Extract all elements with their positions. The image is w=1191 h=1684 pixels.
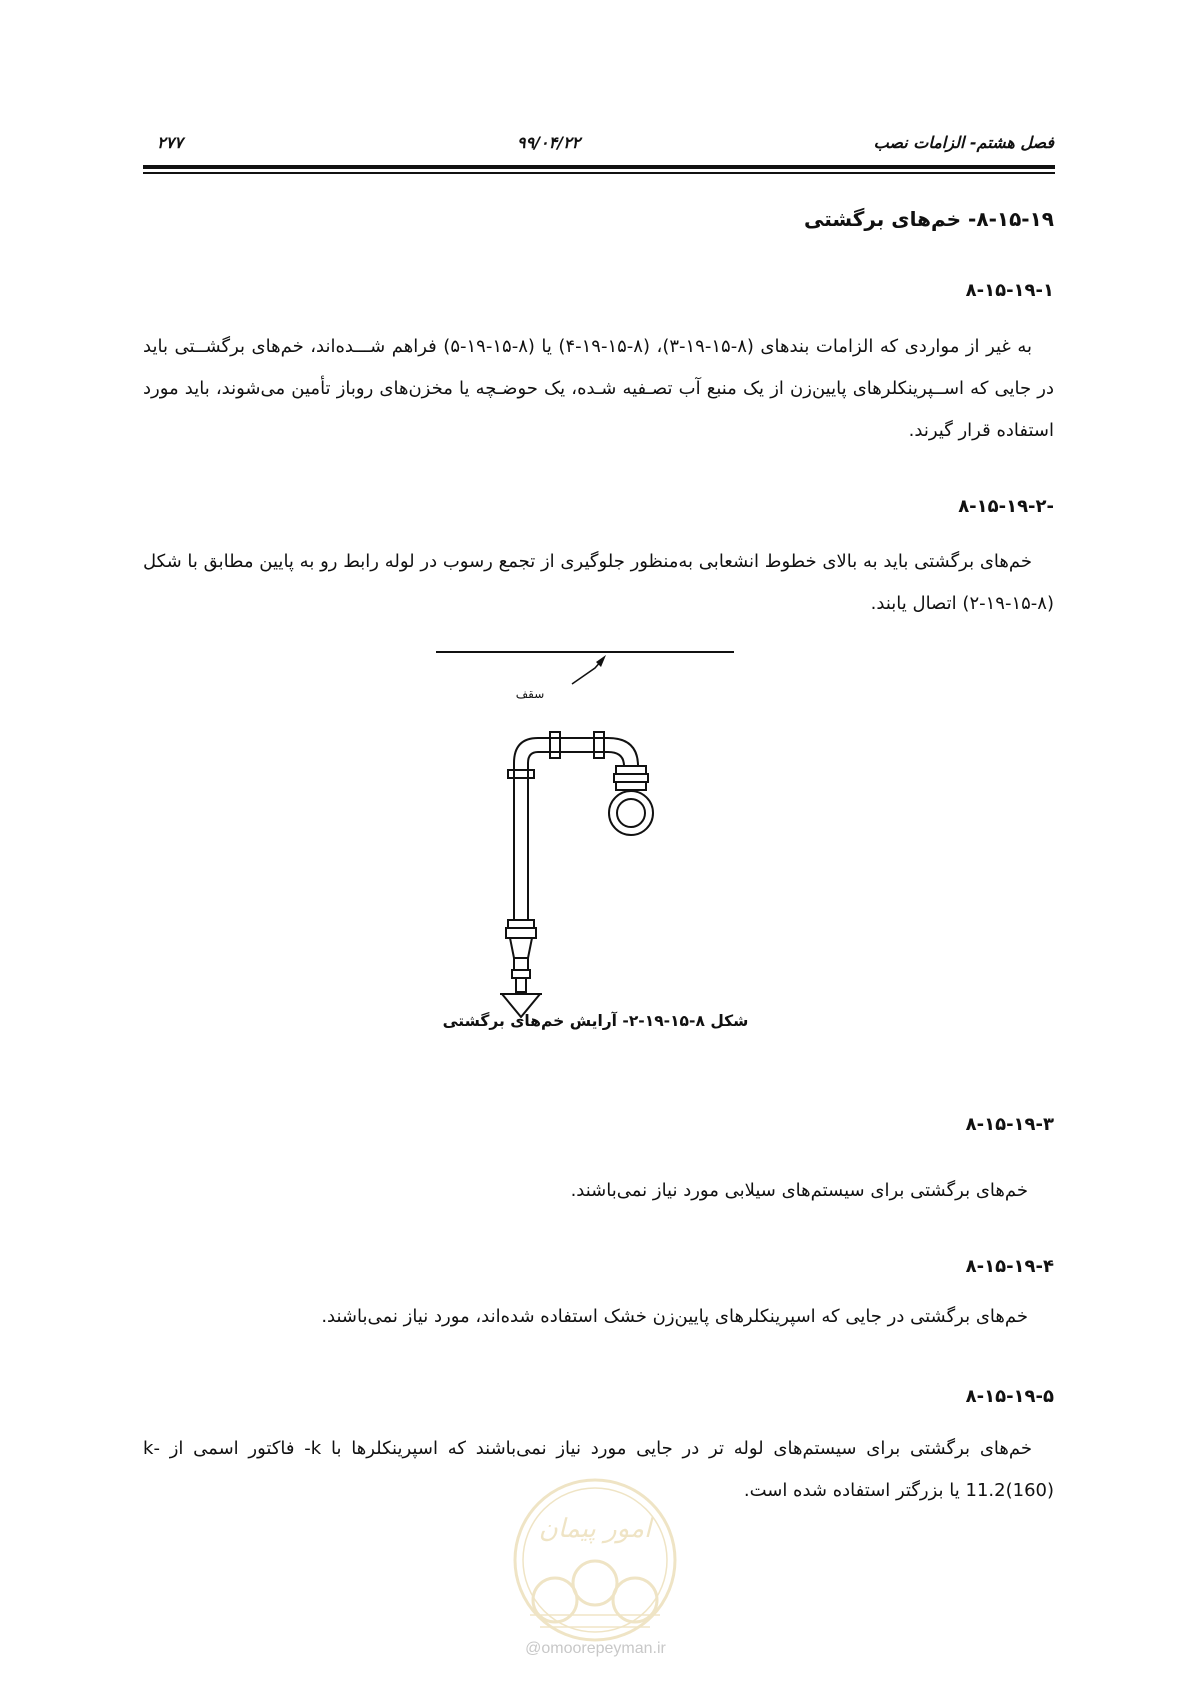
elbow-left-inner (528, 752, 538, 763)
clause-text: خم‌های برگشتی برای سیستم‌های سیلابی مورد نیاز نمی‌باشند. (570, 1180, 1028, 1201)
ceiling-label: سقف (515, 687, 545, 701)
watermark-logo (510, 1475, 680, 1645)
clause-text: به غیر از مواردی که الزامات بندهای (۸-۱۵-۱۹-۳)، (۸-۱۵-۱۹-۴) یا (۸-۱۵-۱۹-۵) فراهم شـــده‌اند، خم‌های برگشــتی باید در جایی که اســپرینکلرهای پایین‌زن از یک منبع آب تصـفیه شـده، یک حوضـچه یا مخزن‌های روباز تأمین می‌شوند، باید مورد استفاده قرار گیرند. (143, 336, 1054, 441)
clause-number: ۸-۱۵-۱۹-۳ (965, 1114, 1054, 1135)
flange-left (550, 732, 560, 758)
clause-number: ۸-۱۵-۱۹-۵ (965, 1386, 1054, 1407)
running-header-chapter: فصل هشتم- الزامات نصب (873, 133, 1054, 152)
watermark-url: @omoorepeyman.ir (525, 1640, 666, 1657)
watermark-logo-text: امور پیمان (538, 1514, 652, 1544)
return-bend-figure (430, 638, 750, 1018)
elbow-left-outer (514, 738, 538, 763)
clause-text: خم‌های برگشتی باید به بالای خطوط انشعابی به‌منظور جلوگیری از تجمع رسوب در لوله رابط رو به پایین مطابق با شکل (۸-۱۵-۱۹-۲) اتصال یابند. (143, 551, 1054, 614)
flange-right (594, 732, 604, 758)
clause-text: خم‌های برگشتی در جایی که اسپرینکلرهای پایین‌زن خشک استفاده شده‌اند، مورد نیاز نمی‌باشند. (321, 1306, 1028, 1327)
clause-text: خم‌های برگشتی برای سیستم‌های لوله تر در جایی مورد نیاز نمی‌باشند که اسپرینکلرها با k- فاکتور اسمی از -k 11.2(160) یا بزرگتر استفاده شده است. (143, 1438, 1054, 1501)
figure-caption: شکل ۸-۱۵-۱۹-۲- آرایش خم‌های برگشتی (442, 1012, 749, 1030)
clause-number: ۸-۱۵-۱۹-۱ (965, 280, 1054, 301)
reducer (510, 938, 532, 958)
page-number: ۲۷۷ (157, 133, 183, 152)
clause-number: ۸-۱۵-۱۹-۲- (958, 496, 1054, 517)
gear-icon (573, 1561, 617, 1605)
reducer-flange (506, 928, 536, 938)
elbow-right-inner (608, 752, 624, 766)
branch-line-section (609, 791, 653, 835)
ceiling-leader (572, 660, 602, 684)
clause-number: ۸-۱۵-۱۹-۴ (965, 1256, 1054, 1277)
header-rule-thick (143, 165, 1055, 169)
section-title: ۸-۱۵-۱۹- خم‌های برگشتی (803, 207, 1054, 231)
header-rule-thin (143, 172, 1055, 174)
running-header-date: ۹۹/۰۴/۲۲ (517, 133, 581, 152)
